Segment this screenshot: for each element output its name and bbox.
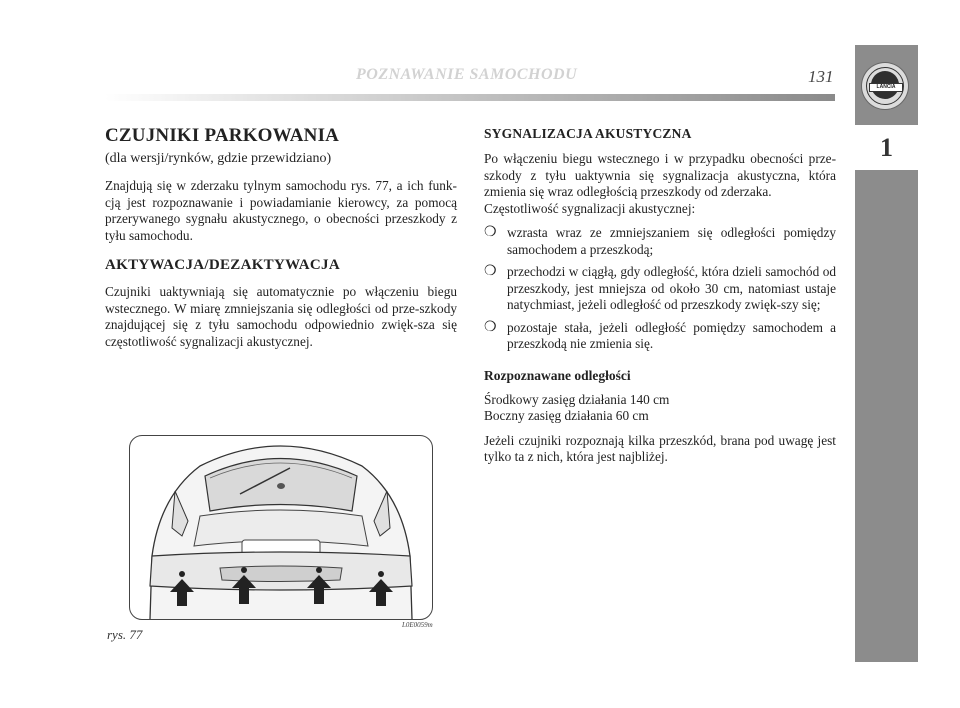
- lancia-badge-icon: [862, 63, 908, 109]
- left-column: [105, 125, 457, 358]
- activation-paragraph: Czujniki uaktywniają się automatycznie po włączeniu biegu wstecznego. W miarę zmniejszania się odległości od prze-szkody znajdującej się z tyłu samochodu odpowiednio zwięk-sza się częstotliwość sygnalizacji akustycznej.: [105, 284, 457, 349]
- page-number: 131: [808, 67, 834, 86]
- figure-code: L0E0059m: [402, 621, 433, 629]
- intro-paragraph: Znajdują się w zderzaku tylnym samochodu rys. 77, a ich funk-cją jest rozpoznawanie i powiadamianie kierowcy, za pomocą przerywanego sygnału akustycznego, o obecności przeszkody z tyłu samochodu.: [105, 178, 457, 243]
- bullet-circle-icon: ❍: [484, 225, 497, 240]
- chapter-number: 1: [855, 125, 918, 170]
- side-range: Boczny zasięg działania 60 cm: [484, 408, 649, 423]
- section-subtitle: (dla wersji/rynków, gdzie przewidziano): [105, 151, 332, 166]
- bullet-circle-icon: ❍: [484, 264, 497, 279]
- frequency-list: [484, 225, 836, 353]
- list-item: ❍ przechodzi w ciągłą, gdy odległość, która dzieli samochód od przeszkody, jest mniejsza od około 30 cm, natomiast ustaje natychmiast, jeżeli odległość od przeszkody zwięk-szy się;: [484, 264, 836, 312]
- section-title: CZUJNIKI PARKOWANIA: [105, 125, 340, 146]
- bullet-circle-icon: ❍: [484, 319, 497, 335]
- distances-heading: Rozpoznawane odległości: [484, 367, 631, 383]
- activation-heading: AKTYWACJA/DEZAKTYWACJA: [105, 257, 340, 273]
- acoustic-heading: SYGNALIZACJA AKUSTYCZNA: [484, 126, 692, 141]
- list-item: ❍ pozostaje stała, jeżeli odległość pomiędzy samochodem a przeszkodą nie zmienia się.: [484, 319, 836, 351]
- nearest-obstacle-note: Jeżeli czujniki rozpoznają kilka przeszkód, brana pod uwagę jest tylko ta z nich, która jest najbliżej.: [484, 432, 836, 464]
- center-range: Środkowy zasięg działania 140 cm: [484, 391, 670, 407]
- car-rear-illustration: [130, 436, 432, 619]
- rear-bumper-figure: [129, 435, 433, 620]
- figure-caption: rys. 77: [107, 627, 143, 642]
- right-column: [484, 125, 836, 474]
- list-item: ❍ wzrasta wraz ze zmniejszaniem się odległości pomiędzy samochodem a przeszkodą;: [484, 225, 836, 257]
- header-rule: [105, 94, 835, 101]
- running-header: POZNAWANIE SAMOCHODU: [356, 66, 578, 83]
- frequency-label: Częstotliwość sygnalizacji akustycznej:: [484, 200, 696, 216]
- logo-text: LANCIA: [869, 83, 903, 92]
- acoustic-intro: Po włączeniu biegu wstecznego i w przypadku obecności prze-szkody z tyłu uaktywnia się sygnalizacja akustyczna, która zmienia się wraz odległością przeszkody od zderzaka.: [484, 151, 836, 199]
